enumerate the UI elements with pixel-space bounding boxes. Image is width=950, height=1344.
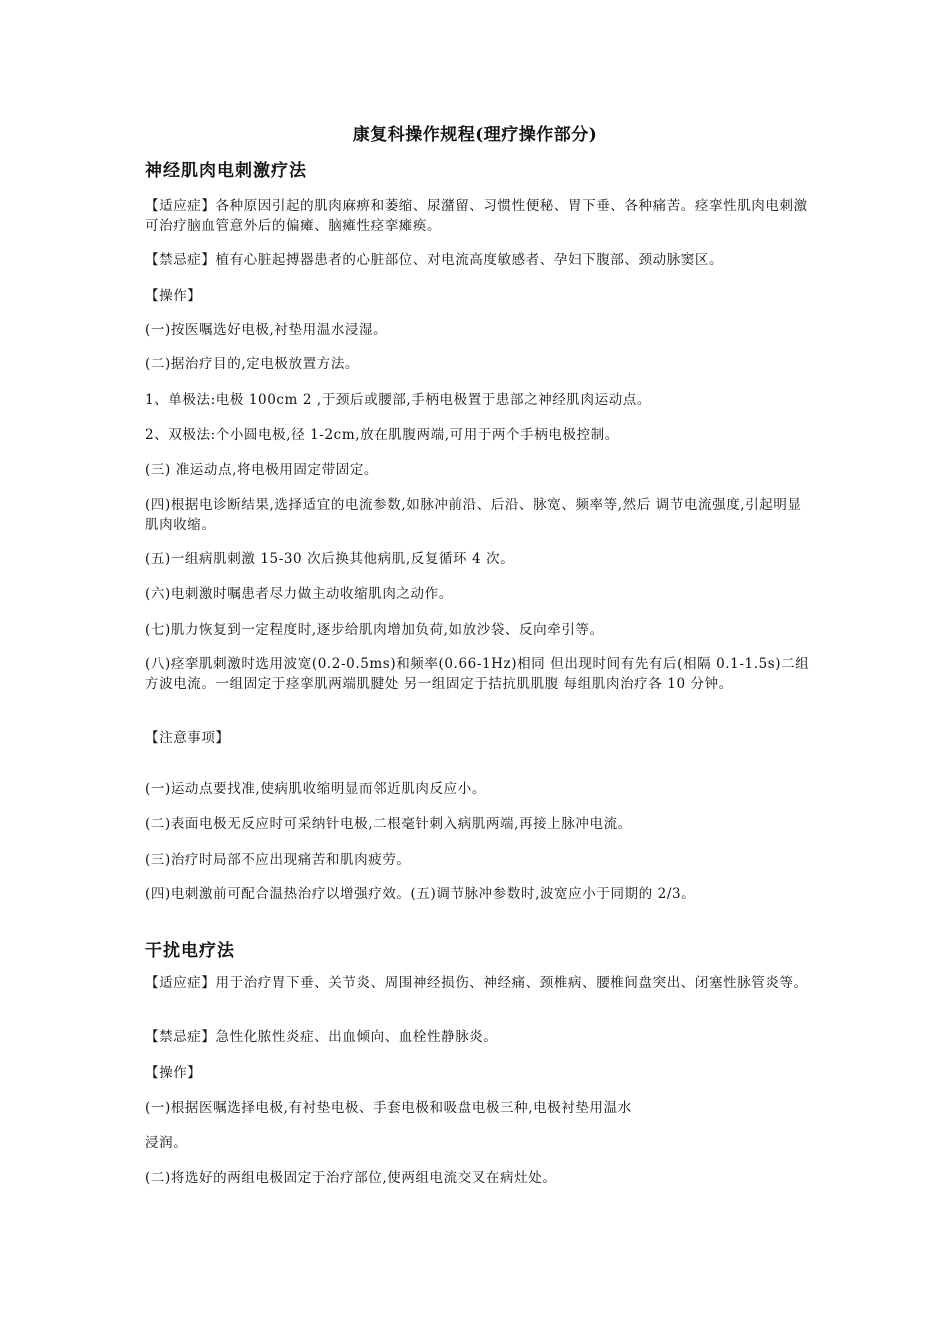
operation-step: (二)据治疗目的,定电极放置方法。 (145, 356, 360, 372)
note-item: (三)治疗时局部不应出现痛苦和肌肉疲劳。 (145, 852, 411, 868)
note-item: (四)电刺激前可配合温热治疗以增强疗效。(五)调节脉冲参数时,波宽应小于同期的 2/3。 (145, 886, 696, 902)
indication-paragraph: 【适应症】用于治疗胃下垂、关节炎、周围神经损伤、神经痛、颈椎病、腰椎间盘突出、闭塞性脉管炎等。 (145, 975, 808, 991)
operation-label: 【操作】 (145, 288, 202, 304)
notes-label: 【注意事项】 (145, 730, 230, 746)
operation-step: 2、双极法:个小圆电极,径 1-2cm,放在肌腹两端,可用于两个手柄电极控制。 (145, 427, 619, 443)
document-title: 康复科操作规程(理疗操作部分) (352, 125, 598, 145)
operation-label: 【操作】 (145, 1065, 202, 1081)
operation-step: 浸润。 (145, 1135, 188, 1151)
operation-step: (八)痉挛肌刺激时选用波宽(0.2-0.5ms)和频率(0.66-1Hz)相同 但出现时间有先有后(相隔 0.1-1.5s)二组方波电流。一组固定于痉挛肌两端肌腱处 另一组固定于拮抗肌肌腹 每组肌肉治疗各 10 分钟。 (145, 656, 810, 692)
contraindication-paragraph: 【禁忌症】急性化脓性炎症、出血倾向、血栓性静脉炎。 (145, 1029, 498, 1045)
operation-step: (七)肌力恢复到一定程度时,逐步给肌肉增加负荷,如放沙袋、反向牵引等。 (145, 622, 604, 638)
operation-step: (五)一组病肌刺激 15-30 次后换其他病肌,反复循环 4 次。 (145, 551, 515, 567)
indication-paragraph: 【适应症】各种原因引起的肌肉麻痹和萎缩、尿潴留、习惯性便秘、胃下垂、各种痛苦。痉挛性肌肉电刺激可治疗脑血管意外后的偏瘫、脑瘫性痉挛瘫痪。 (145, 198, 808, 234)
note-item: (一)运动点要找准,使病肌收缩明显而邻近肌肉反应小。 (145, 781, 486, 797)
operation-step: (一)按医嘱选好电极,衬垫用温水浸湿。 (145, 322, 388, 338)
section-heading-interferential: 干扰电疗法 (145, 941, 235, 961)
operation-step: (三) 准运动点,将电极用固定带固定。 (145, 462, 379, 478)
operation-step: (四)根据电诊断结果,选择适宜的电流参数,如脉冲前沿、后沿、脉宽、频率等,然后 调节电流强度,引起明显肌肉收缩。 (145, 497, 802, 533)
note-item: (二)表面电极无反应时可采纳针电极,二根毫针刺入病肌两端,再接上脉冲电流。 (145, 816, 632, 832)
operation-step: (六)电刺激时嘱患者尽力做主动收缩肌肉之动作。 (145, 586, 453, 602)
operation-step: (二)将选好的两组电极固定于治疗部位,使两组电流交叉在病灶处。 (145, 1170, 557, 1186)
contraindication-paragraph: 【禁忌症】植有心脏起搏器患者的心脏部位、对电流高度敏感者、孕妇下腹部、颈动脉窦区。 (145, 252, 724, 268)
section-heading-nmes: 神经肌肉电刺激疗法 (145, 161, 307, 181)
operation-step: 1、单极法:电极 100cm 2 ,于颈后或腰部,手柄电极置于患部之神经肌肉运动点。 (145, 392, 652, 408)
operation-step: (一)根据医嘱选择电极,有衬垫电极、手套电极和吸盘电极三种,电极衬垫用温水 (145, 1100, 632, 1116)
